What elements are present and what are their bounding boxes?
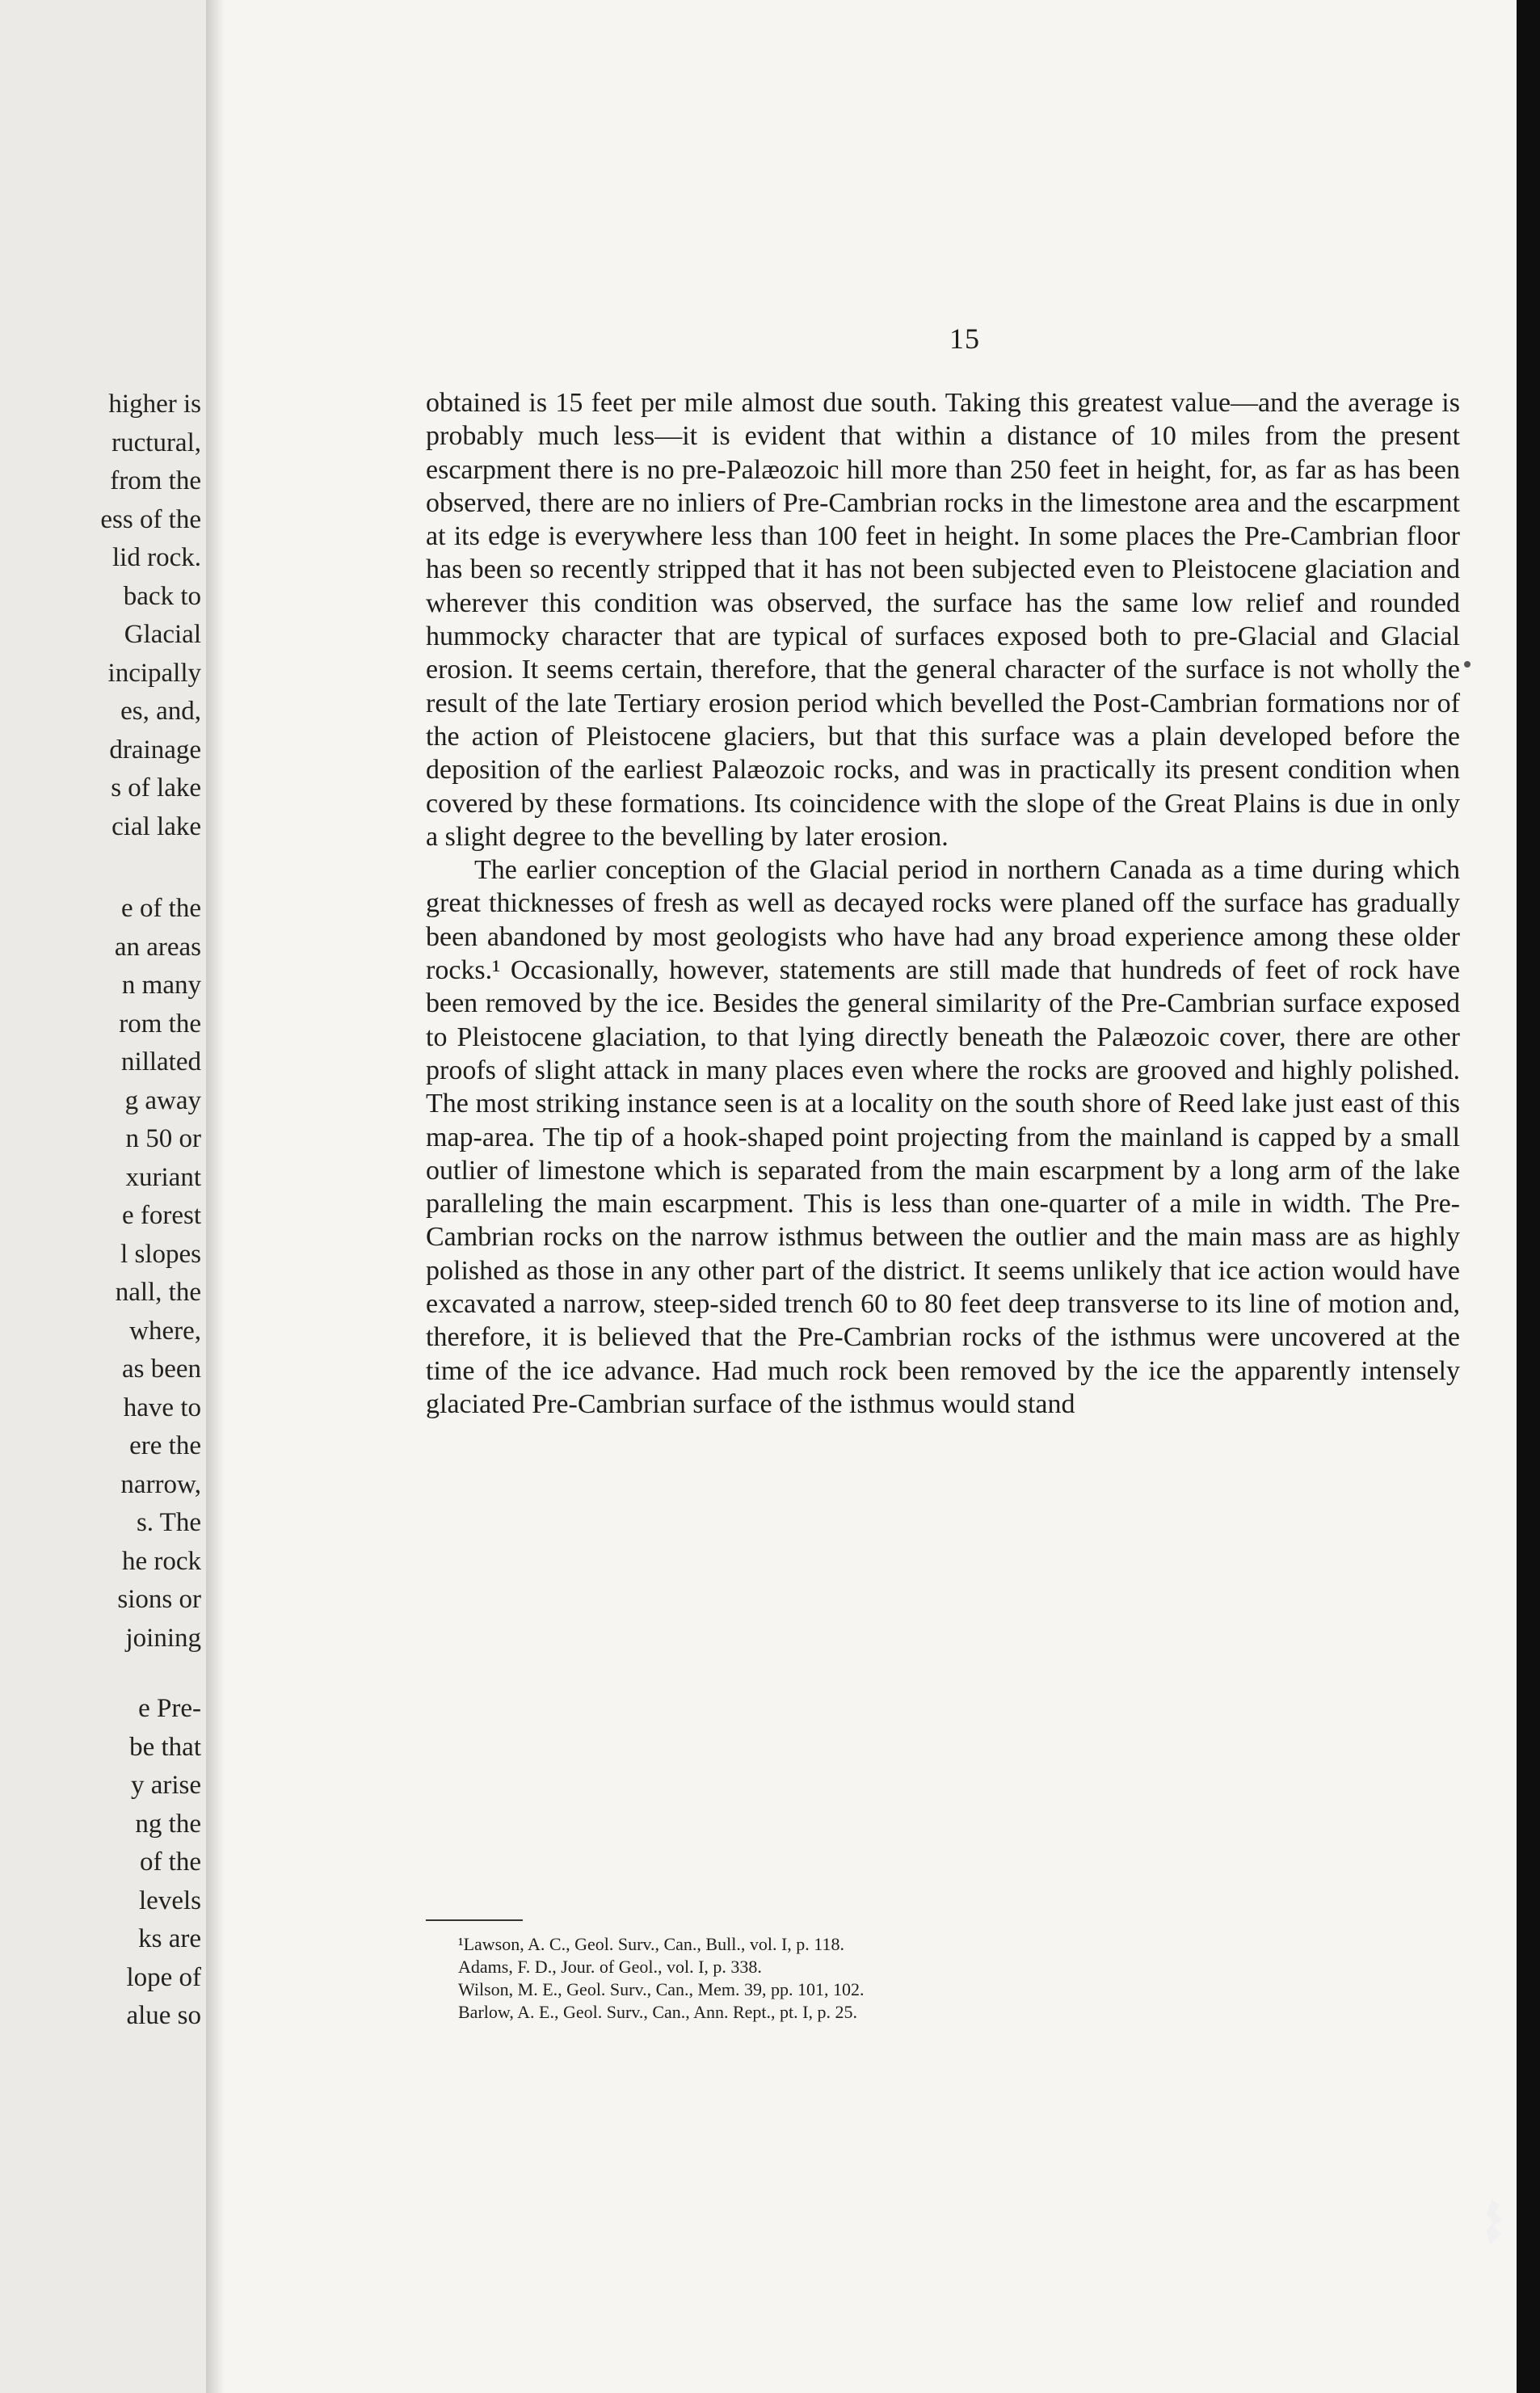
facing-page-line: as been bbox=[121, 1354, 201, 1384]
facing-page-line: back to bbox=[123, 581, 201, 611]
scan-speck bbox=[1464, 661, 1471, 668]
footnote: Adams, F. D., Jour. of Geol., vol. I, p. 338. bbox=[458, 1957, 762, 1977]
scan-artifact-icon bbox=[1483, 2198, 1508, 2247]
facing-page-line: levels bbox=[139, 1885, 201, 1915]
facing-page-line: lid rock. bbox=[112, 543, 201, 572]
facing-page-line: e Pre- bbox=[138, 1694, 201, 1723]
facing-page-line: g away bbox=[124, 1085, 201, 1115]
body-text bbox=[426, 386, 1460, 1421]
facing-page-line: y arise bbox=[130, 1771, 201, 1800]
page-gutter bbox=[206, 0, 224, 2393]
footnote-rule bbox=[426, 1919, 523, 1921]
facing-page-fragment bbox=[0, 0, 206, 2393]
facing-page-line: s. The bbox=[136, 1508, 201, 1537]
facing-page-line: ks are bbox=[138, 1924, 201, 1953]
facing-page-line: from the bbox=[110, 466, 201, 495]
facing-page-line: joining bbox=[125, 1623, 201, 1653]
facing-page-line: he rock bbox=[121, 1546, 201, 1576]
facing-page-line: ructural, bbox=[112, 428, 201, 457]
facing-page-line: drainage bbox=[109, 735, 201, 765]
facing-page-line: l slopes bbox=[120, 1239, 201, 1269]
facing-page-line: n many bbox=[121, 971, 201, 1000]
facing-page-line: alue so bbox=[126, 2001, 201, 2030]
facing-page-line: nall, the bbox=[115, 1278, 201, 1307]
scan-edge bbox=[1517, 0, 1540, 2393]
facing-page-line: rom the bbox=[119, 1009, 201, 1039]
facing-page-line: n 50 or bbox=[125, 1124, 201, 1153]
facing-page-line: nillated bbox=[121, 1047, 201, 1076]
facing-page-line: es, and, bbox=[120, 697, 201, 726]
facing-page-line: have to bbox=[123, 1392, 201, 1422]
paragraph: obtained is 15 feet per mile almost due south. Taking this greatest value—and the average is probably much less—it is evident that within a distance of 10 miles from the present escarpment there is no pre-Palæozoic hill more than 250 feet in height, for, as far as has been observed, there are no inliers of Pre-Cambrian rocks in the limestone area and the escarpment at its edge is everywhere less than 100 feet in height. In some places the Pre-Cambrian floor has been so recently stripped that it has not been subjected even to Pleistocene glaciation and wherever this condition was observed, the surface has the same low relief and rounded hummocky character that are typical of surfaces exposed both to pre-Glacial and Glacial erosion. It seems certain, therefore, that the general character of the surface is not wholly the result of the late Tertiary erosion period which bevelled the Post-Cambrian formations nor of the action of Pleistocene glaciers, but that this surface was a plain developed before the deposition of the earliest Palæozoic rocks, and was in practically its present condition when covered by these formations. Its coincidence with the slope of the Great Plains is due in only a slight degree to the bevelling by later erosion. bbox=[426, 388, 1460, 852]
footnote: Barlow, A. E., Geol. Surv., Can., Ann. Rept., pt. I, p. 25. bbox=[458, 2002, 857, 2022]
facing-page-line: ere the bbox=[129, 1431, 201, 1460]
page bbox=[224, 0, 1517, 2393]
facing-page-line: where, bbox=[129, 1316, 201, 1346]
footnote: Wilson, M. E., Geol. Surv., Can., Mem. 39, pp. 101, 102. bbox=[458, 1979, 865, 1999]
footnotes bbox=[458, 1933, 1185, 2024]
facing-page-line: ng the bbox=[135, 1809, 201, 1839]
facing-page-line: xuriant bbox=[125, 1162, 201, 1192]
facing-page-line: e of the bbox=[121, 894, 201, 923]
facing-page-line: Glacial bbox=[124, 620, 201, 649]
facing-page-line: cial lake bbox=[112, 811, 201, 841]
paragraph: The earlier conception of the Glacial period in northern Canada as a time during which great thicknesses of fresh as well as decayed rocks were planed off the surface has gradually been abandoned by most geologists who have had any broad experience among these older rocks.¹ Occasionally, however, statements are still made that hundreds of feet of rock have been removed by the ice. Besides the general similarity of the Pre-Cambrian surface exposed to Pleistocene glaciation, to that lying directly beneath the Palæozoic cover, there are other proofs of slight attack in many places even where the rocks are grooved and highly polished. The most striking instance seen is at a locality on the south shore of Reed lake just east of this map-area. The tip of a hook-shaped point projecting from the mainland is capped by a small outlier of limestone which is separated from the main escarpment by a long arm of the lake paralleling the main escarpment. This is less than one-quarter of a mile in width. The Pre-Cambrian rocks on the narrow isthmus between the outlier and the main mass are as highly polished as those in any other part of the district. It seems unlikely that ice action would have excavated a narrow, steep-sided trench 60 to 80 feet deep transverse to its line of motion and, therefore, it is believed that the Pre-Cambrian rocks of the isthmus were uncovered at the time of the ice advance. Had much rock been removed by the ice the apparently intensely glaciated Pre-Cambrian surface of the isthmus would stand bbox=[426, 855, 1460, 1419]
facing-page-line: lope of bbox=[126, 1962, 201, 1992]
facing-page-line: higher is bbox=[108, 390, 201, 419]
facing-page-line: s of lake bbox=[111, 773, 201, 803]
page-number: 15 bbox=[949, 322, 980, 355]
facing-page-line: narrow, bbox=[120, 1469, 201, 1499]
facing-page-line: an areas bbox=[114, 932, 201, 962]
facing-page-line: ess of the bbox=[100, 504, 201, 534]
facing-page-line: be that bbox=[129, 1732, 201, 1762]
facing-page-line: sions or bbox=[117, 1585, 201, 1614]
footnote: ¹Lawson, A. C., Geol. Surv., Can., Bull., vol. I, p. 118. bbox=[458, 1934, 844, 1954]
facing-page-line: incipally bbox=[107, 658, 201, 688]
facing-page-line: e forest bbox=[121, 1201, 201, 1230]
facing-page-line: of the bbox=[139, 1847, 201, 1877]
